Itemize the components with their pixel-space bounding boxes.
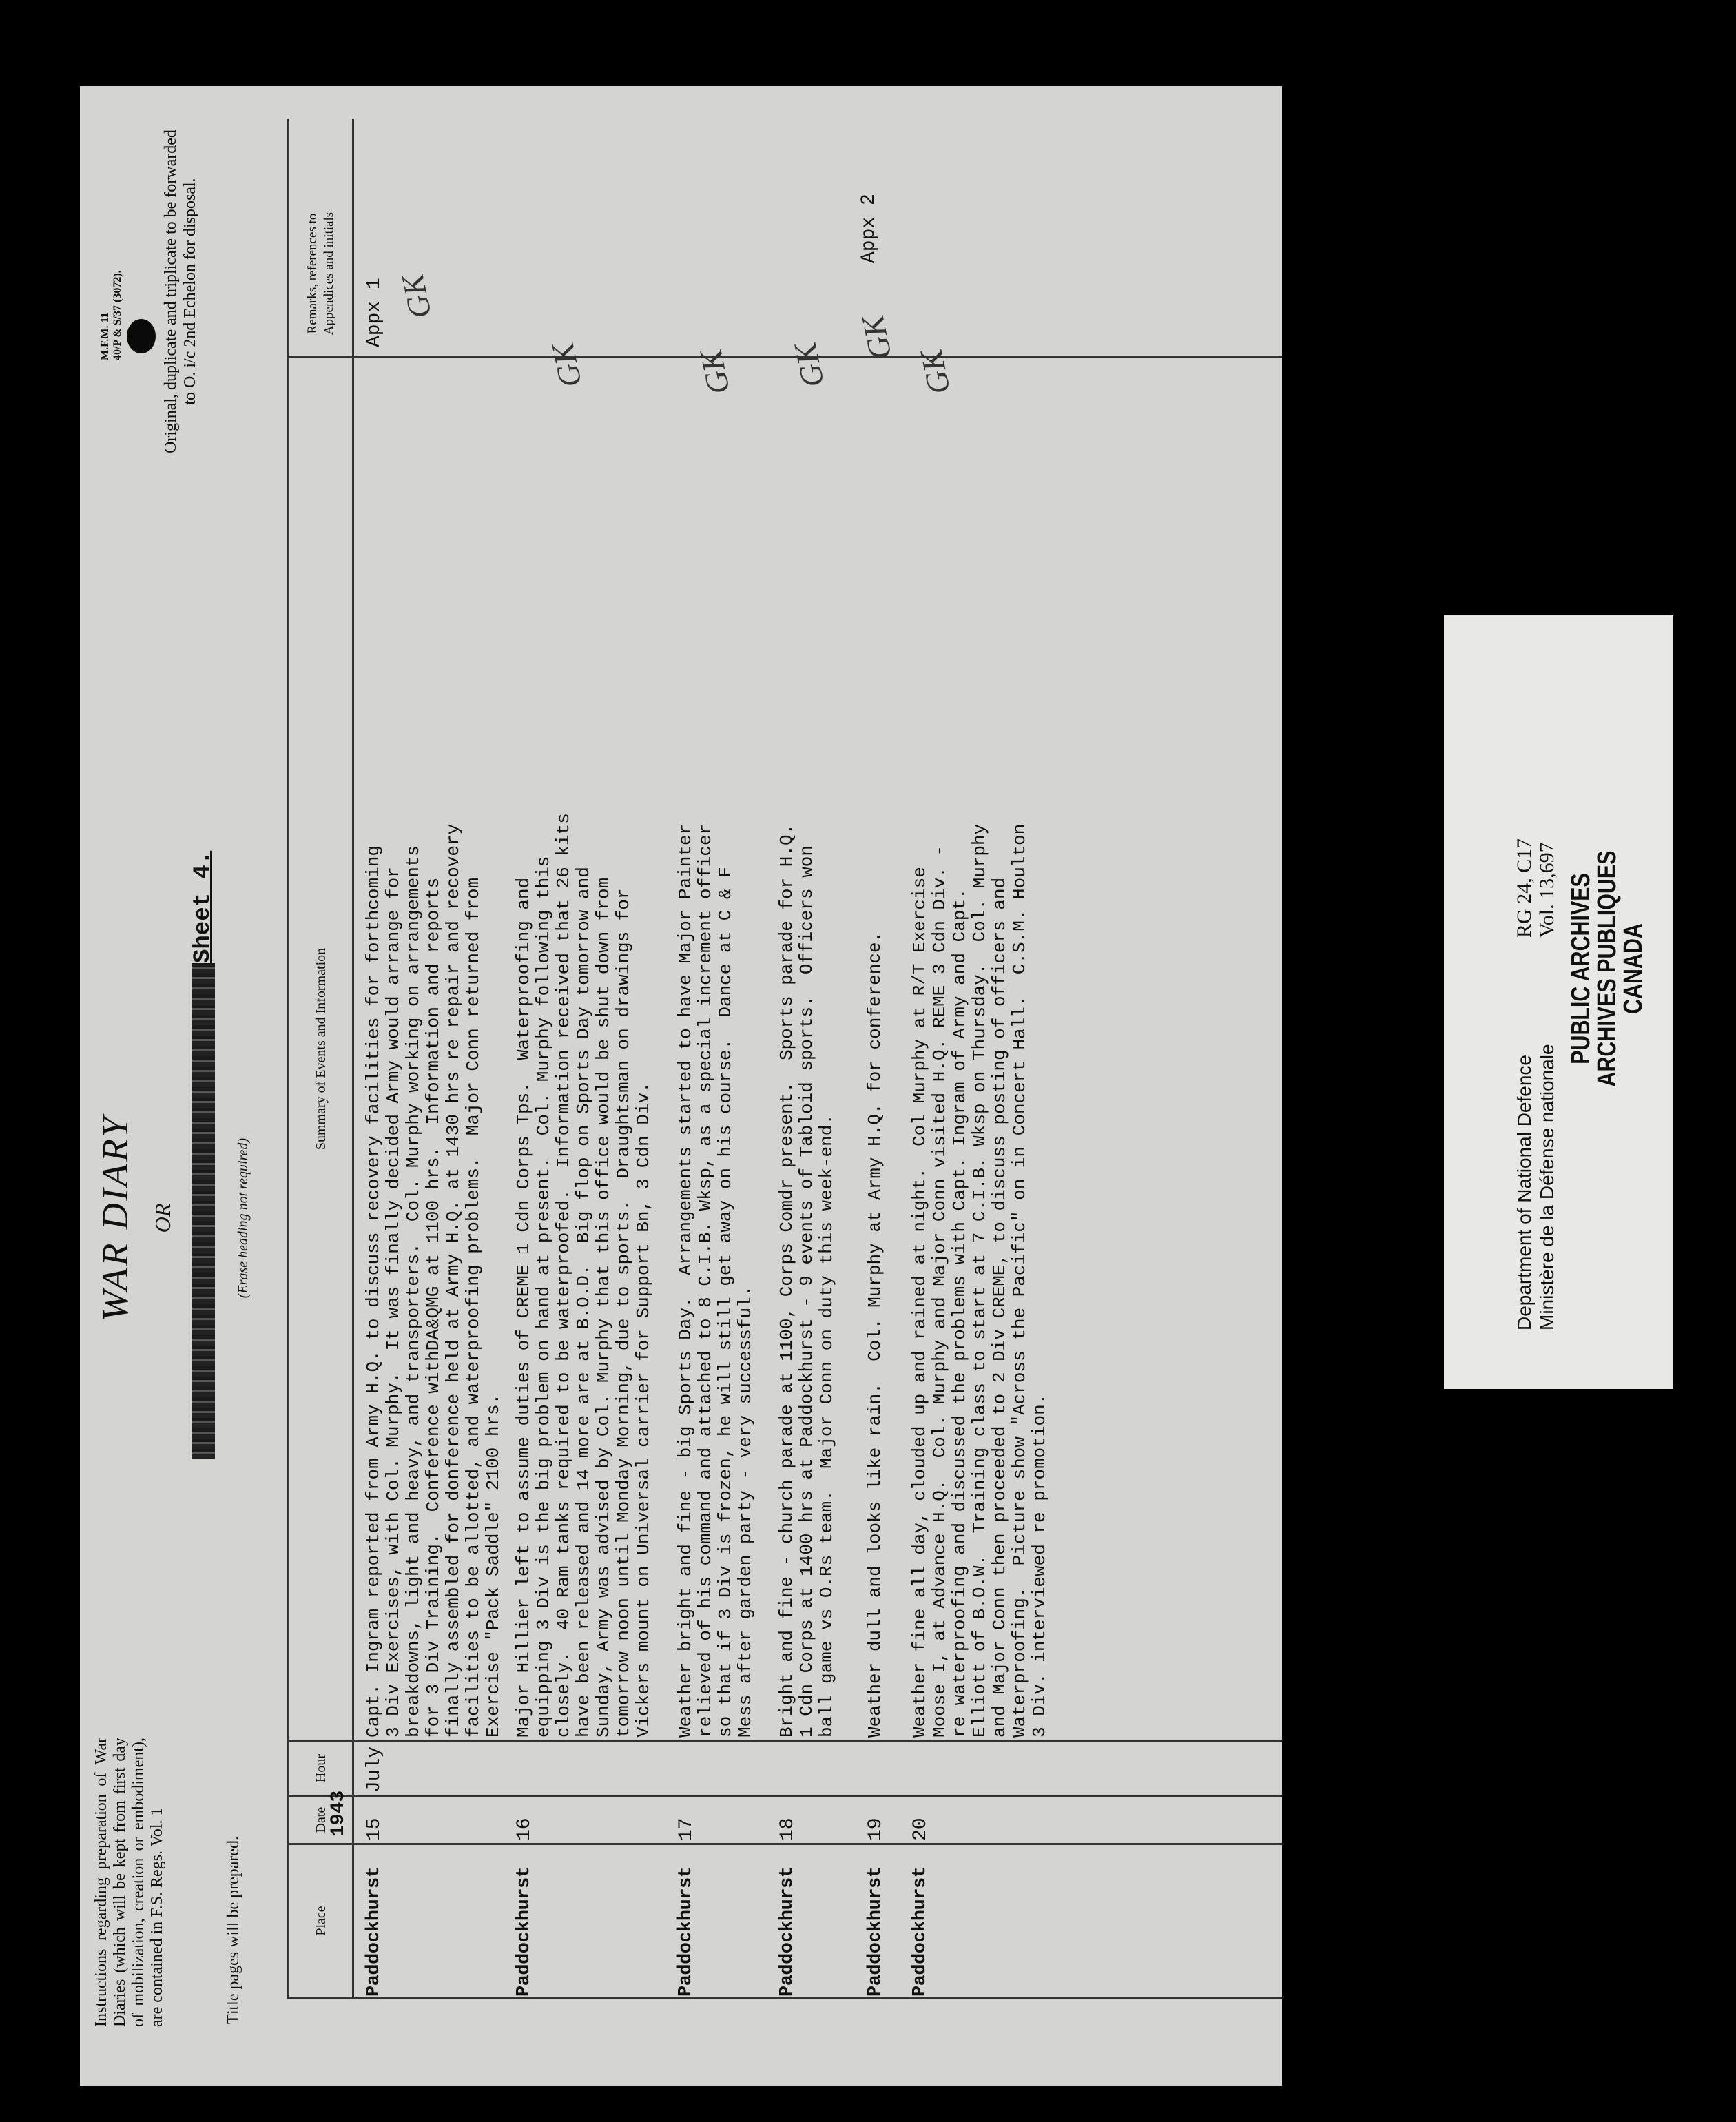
- date-hour-rule: [287, 1795, 1282, 1797]
- row-place: Paddockhurst: [865, 1866, 886, 1997]
- form-reference: [99, 270, 124, 360]
- instructions-note: Instructions regarding preparation of War Diaries (which will be kept from first day of mobilization, creation or embodiment), are contained in F.S. Regs. Vol. 1: [92, 1738, 166, 2027]
- row-summary: Major Hillier left to assume duties of CREME 1 Cdn Corps Tps. Waterproofing and equipping 3 Div is the big problem on hand at present. Col. Murphy following this closely. 40 Ram tanks required to be waterproofed. Information received that 26 kits have been released and 14 more are at B.O.D. Big flop on Sports Day tomorrow and Sunday, Army was advised by Col. Murphy that this office would be shut down from tomorrow noon until Monday Morning, due to sports. Draughtsman on drawings for Vickers mount on Universal carrier for Support Bn, 3 Cdn Div.: [513, 813, 654, 1738]
- row-date: 16: [514, 1817, 535, 1841]
- initials-signature: GK: [787, 340, 831, 391]
- department-en: Department of National Defence: [1513, 1055, 1535, 1330]
- table-header-rule: [352, 119, 354, 1999]
- header-remarks: Remarks, references to Appendices and initials: [305, 212, 336, 336]
- form-ref-line1: M.F.M. 11: [99, 312, 111, 360]
- record-group: RG 24, C17: [1513, 838, 1536, 938]
- row-place: Paddockhurst: [777, 1866, 798, 1997]
- row-date: 19: [865, 1817, 887, 1841]
- initials-signature: GK: [854, 312, 899, 363]
- row-remark: Appx 2: [858, 194, 880, 263]
- department-fr: Ministère de la Défense nationale: [1536, 1044, 1558, 1330]
- row-summary: Capt. Ingram reported from Army H.Q. to discuss recovery facilities for forthcoming 3 Div Exercises, with Col. Murphy. It was finally decided Army would arrange for breakdowns, light and heavy, and transporters. Col. Murphy working on arrangements for 3 Div Training. Conference withDA&QMG at 1100 hrs. Information and reports finally assembled for donference held at Army H.Q. at 1430 hrs re repair and recovery facilities to be allotted, and waterproofing problems. Major Conn returned from Exercise "Pack Saddle" 2100 hrs.: [363, 823, 504, 1738]
- war-diary-sheet: [80, 86, 1282, 2086]
- struck-heading: [192, 963, 215, 1459]
- header-date: Date: [313, 1806, 329, 1833]
- punch-hole: [127, 319, 156, 353]
- header-hour: Hour: [313, 1753, 329, 1783]
- row-place: Paddockhurst: [514, 1866, 535, 1997]
- row-place: Paddockhurst: [364, 1866, 384, 1997]
- row-date: 20: [910, 1817, 931, 1841]
- page-title: WAR DIARY: [94, 1115, 136, 1321]
- row-place: Paddockhurst: [910, 1866, 931, 1997]
- sheet-label: Sheet 4.: [190, 850, 216, 963]
- initials-signature: GK: [544, 340, 589, 391]
- header-place: Place: [313, 1906, 329, 1936]
- header-summary: Summary of Events and Information: [313, 947, 329, 1151]
- title-or: OR: [150, 1203, 175, 1233]
- disposal-note: Original, duplicate and triplicate to be forwarded to O. i/c 2nd Echelon for disposal.: [162, 130, 199, 453]
- row-summary: Weather bright and fine - big Sports Day. Arrangements started to have Major Painter relieved of his command and attached to 8 C.I.B. Wksp, as a special increment officer so that if 3 Div is frozen, he will still get away on his course. Dance at C & F Mess after garden party - very successful.: [675, 823, 756, 1738]
- hour-summary-rule: [287, 1740, 1282, 1742]
- archives-line-3: CANADA: [1619, 923, 1648, 1014]
- row-hour: July: [364, 1746, 385, 1793]
- row-summary: Weather fine all day, clouded up and rained at night. Col Murphy at R/T Exercise Moose I, at Advance H.Q. Col. Murphy and Major Conn visited H.Q. REME 3 Cdn Div. - re waterproofing and discussed the problems with Capt. Ingram of Army and Capt. Elliott of B.O.W. Training class to start at 7 C.I.B. Wksp on Thursday. Col. Murphy and Major Conn then proceeded to 2 Div CREME, to discuss posting of officers and Waterproofing. Picture show "Across the Pacific" on in Concert Hall. C.S.M. Houlton 3 Div. interviewed re promotion.: [909, 823, 1050, 1738]
- initials-signature: GK: [394, 271, 439, 322]
- row-remark: Appx 1: [364, 278, 385, 347]
- row-place: Paddockhurst: [676, 1866, 696, 1997]
- archives-line-1: PUBLIC ARCHIVES: [1567, 873, 1595, 1064]
- archives-stamp: [1568, 814, 1646, 1123]
- erase-note: (Erase heading not required): [236, 1137, 251, 1299]
- form-ref-line2: 40/P & S/37 (3072).: [112, 270, 123, 360]
- archives-line-2: ARCHIVES PUBLIQUES: [1593, 850, 1622, 1087]
- archive-card-page: [1444, 615, 1673, 1389]
- volume-number: Vol. 13,697: [1536, 842, 1558, 938]
- table-top-rule: [287, 119, 289, 1999]
- row-date: 18: [777, 1817, 798, 1841]
- war-diary-page: [80, 86, 1282, 2086]
- row-summary: Bright and fine - church parade at 1100, Corps Comdr present. Sports parade for H.Q. 1 Cdn Corps at 1400 hrs at Paddockhurst - 9 events of Tabloid sports. Officers won ball game vs O.Rs team. Major Conn on duty this week-end.: [776, 823, 837, 1738]
- year-label: 1943: [328, 1790, 349, 1837]
- initials-signature: GK: [913, 347, 958, 398]
- place-date-rule: [287, 1843, 1282, 1845]
- row-date: 17: [676, 1817, 697, 1841]
- summary-remarks-rule: [287, 356, 1282, 358]
- row-date: 15: [364, 1817, 385, 1841]
- row-summary: Weather dull and looks like rain. Col. Murphy at Army H.Q. for conference.: [865, 931, 885, 1738]
- archive-reference-card: [1444, 615, 1673, 1389]
- table-left-rule: [287, 1997, 1282, 1999]
- department-label: [1513, 1000, 1558, 1330]
- initials-signature: GK: [692, 347, 737, 398]
- archive-reference: [1513, 772, 1558, 938]
- title-pages-note: Title pages will be prepared.: [225, 1835, 242, 2024]
